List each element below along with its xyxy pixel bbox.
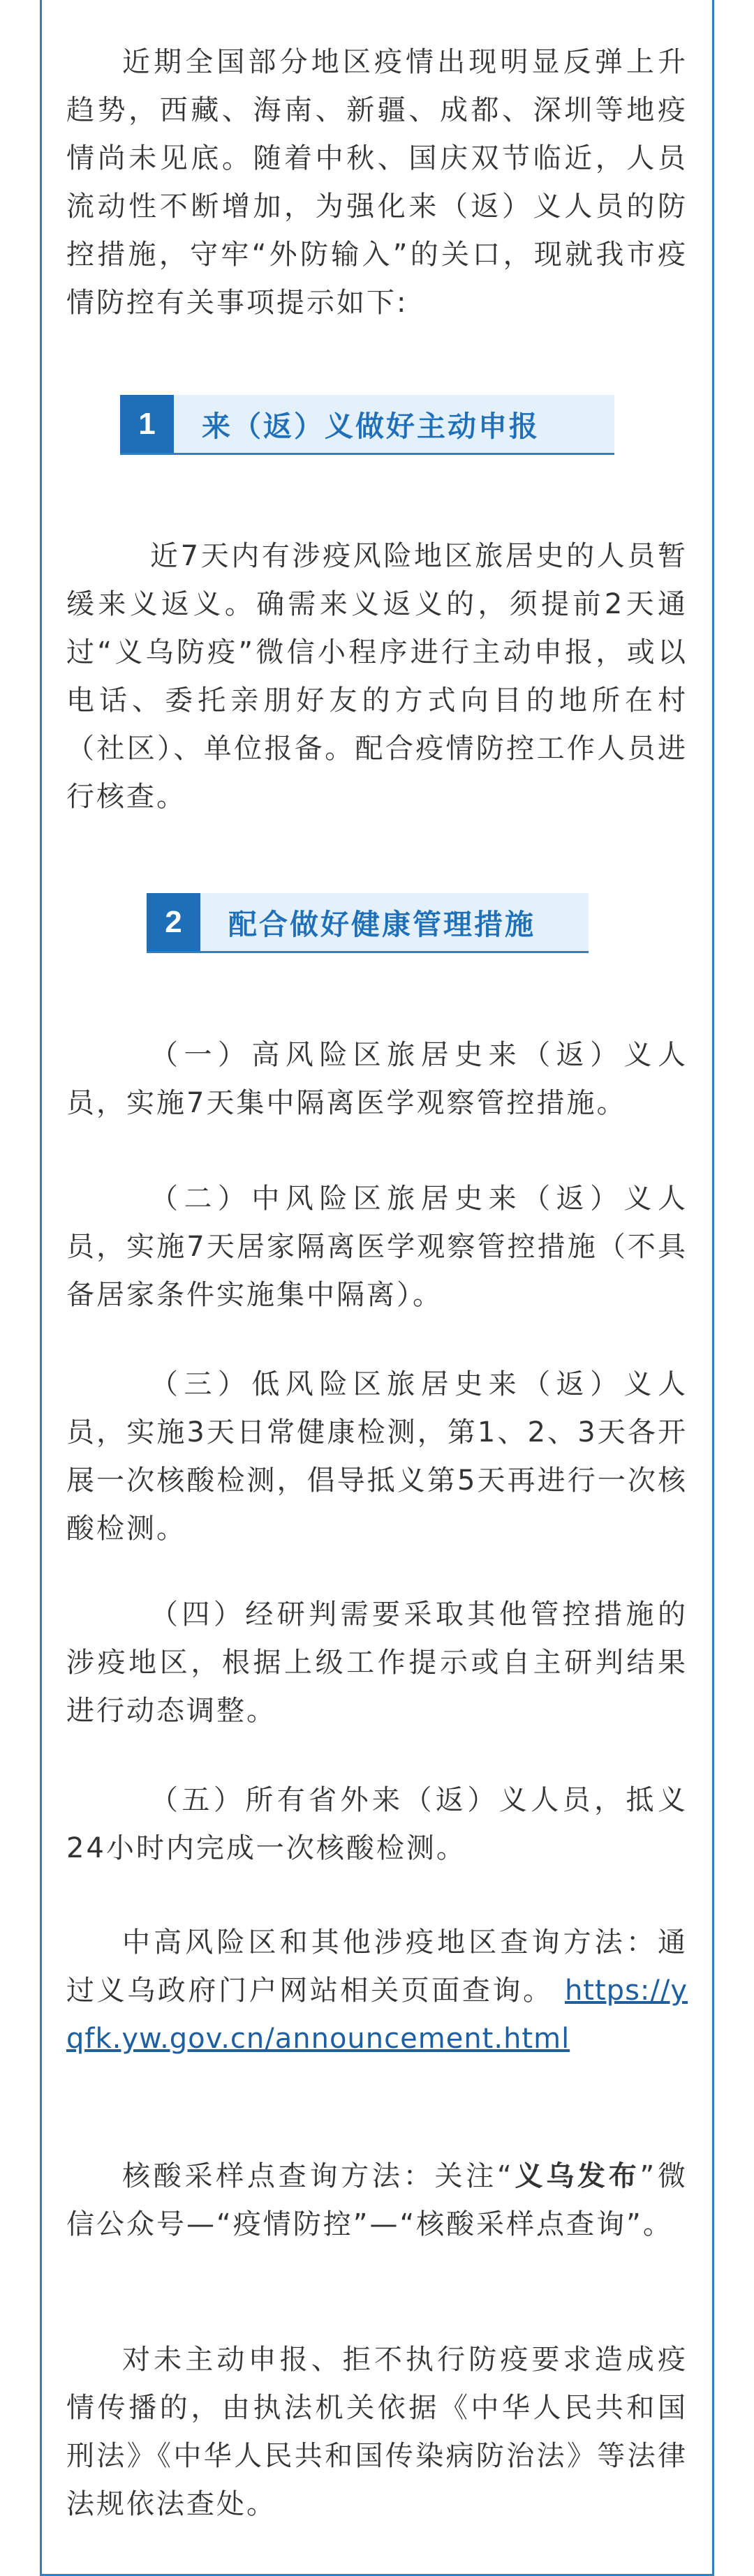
- sampling-paragraph: [66, 2152, 688, 2249]
- section-1-title: 来（返）义做好主动申报: [174, 395, 614, 453]
- section-1-number: 1: [120, 395, 174, 453]
- intro-paragraph: 近期全国部分地区疫情出现明显反弹上升趋势，西藏、海南、新疆、成都、深圳等地疫情尚未见底。随着中秋、国庆双节临近，人员流动性不断增加，为强化来（返）义人员的防控措施，守牢“外防输入”的关口，现就我市疫情防控有关事项提示如下:: [66, 46, 688, 319]
- measure-item-4: （四）经研判需要采取其他管控措施的涉疫地区，根据上级工作提示或自主研判结果进行动态调整。: [66, 1598, 688, 1727]
- section-2-heading: [147, 893, 589, 953]
- query-text: 中高风险区和其他涉疫地区查询方法：通过义乌政府门户网站相关页面查询。: [66, 1926, 688, 2007]
- query-link[interactable]: https://yqfk.yw.gov.cn/announcement.html: [66, 1975, 688, 2055]
- sampling-prefix: 核酸采样点查询方法：关注“: [122, 2160, 514, 2192]
- section-1-body: 近7天内有涉疫风险地区旅居史的人员暂缓来义返义。确需来义返义的，须提前2天通过“义乌防疫”微信小程序进行主动申报，或以电话、委托亲朋好友的方式向目的地所在村（社区）、单位报备。配合疫情防控工作人员进行核查。: [66, 540, 688, 813]
- sampling-suffix: ”微信公众号—“疫情防控”—“核酸采样点查询”。: [66, 2160, 688, 2240]
- measure-item-2: （二）中风险区旅居史来（返）义人员，实施7天居家隔离医学观察管控措施（不具备居家条件实施集中隔离）。: [66, 1183, 688, 1311]
- penalty-paragraph: 对未主动申报、拒不执行防疫要求造成疫情传播的，由执法机关依据《中华人民共和国刑法》《中华人民共和国传染病防治法》等法律法规依法查处。: [66, 2344, 688, 2520]
- section-2-number: 2: [147, 893, 200, 951]
- measure-item-1: （一）高风险区旅居史来（返）义人员，实施7天集中隔离医学观察管控措施。: [66, 1039, 688, 1119]
- section-2-title: 配合做好健康管理措施: [200, 893, 589, 951]
- query-paragraph: [66, 1919, 688, 2063]
- sampling-account-name: 义乌发布: [513, 2160, 640, 2192]
- section-1-heading: [120, 395, 614, 455]
- measure-item-3: （三）低风险区旅居史来（返）义人员，实施3天日常健康检测，第1、2、3天各开展一次核酸检测，倡导抵义第5天再进行一次核酸检测。: [66, 1368, 688, 1545]
- measure-item-5: （五）所有省外来（返）义人员，抵义24小时内完成一次核酸检测。: [66, 1784, 688, 1864]
